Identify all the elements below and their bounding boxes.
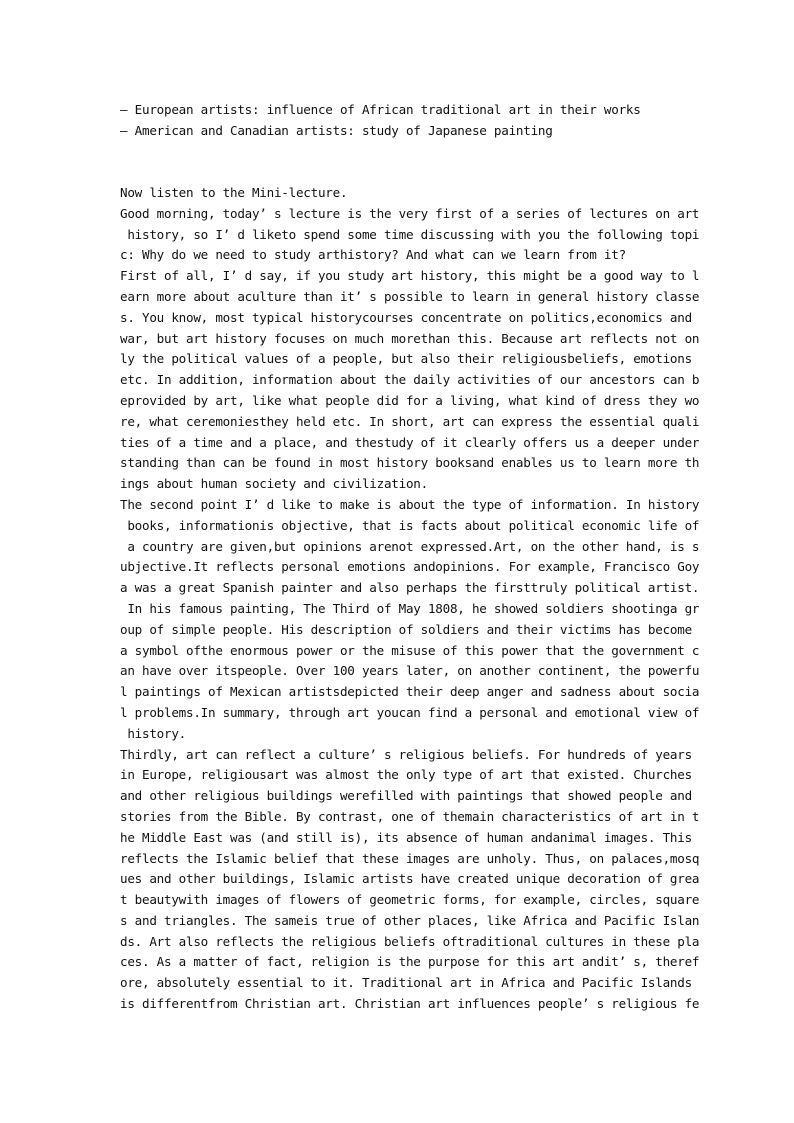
text-line: ore, absolutely essential to it. Traditional art in Africa and Pacific Islands	[120, 975, 692, 991]
text-line: history, so I’ d liketo spend some time discussing with you the following topi	[120, 226, 700, 242]
text-line: and other religious buildings werefilled with paintings that showed people and	[120, 788, 692, 804]
text-line: s. You know, most typical historycourses concentrate on politics,economics and	[120, 309, 692, 325]
text-line: s and triangles. The sameis true of other places, like Africa and Pacific Islan	[120, 912, 700, 928]
text-line: c: Why do we need to study arthistory? And what can we learn from it?	[120, 247, 626, 263]
text-line: ues and other buildings, Islamic artists have created unique decoration of grea	[120, 871, 700, 887]
text-line: a was a great Spanish painter and also perhaps the firsttruly political artist.	[120, 580, 700, 596]
mini-lecture-text	[120, 183, 700, 1015]
text-line: eprovided by art, like what people did for a living, what kind of dress they wo	[120, 392, 700, 408]
text-line: re, what ceremoniesthey held etc. In short, art can express the essential quali	[120, 413, 700, 429]
text-line: ly the political values of a people, but also their religiousbeliefs, emotions	[120, 351, 692, 367]
section-heading: Now listen to the Mini-lecture.	[120, 185, 348, 200]
text-line: earn more about aculture than it’ s possible to learn in general history classe	[120, 288, 700, 304]
intro-line-european-artists: — European artists: influence of African traditional art in their works	[120, 102, 641, 117]
text-line: he Middle East was (and still is), its absence of human andanimal images. This	[120, 829, 692, 845]
text-line: In his famous painting, The Third of May 1808, he showed soldiers shootinga gr	[120, 600, 700, 616]
text-line: books, informationis objective, that is facts about political economic life of	[120, 517, 700, 533]
text-line: ubjective.It reflects personal emotions andopinions. For example, Francisco Goy	[120, 559, 700, 575]
text-line: reflects the Islamic belief that these images are unholy. Thus, on palaces,mosq	[120, 850, 700, 866]
text-line: an have over itspeople. Over 100 years later, on another continent, the powerfu	[120, 663, 700, 679]
text-line: First of all, I’ d say, if you study art history, this might be a good way to l	[120, 268, 700, 284]
intro-list	[120, 100, 680, 142]
text-line: ces. As a matter of fact, religion is the purpose for this art andit’ s, theref	[120, 954, 700, 970]
text-line: a symbol ofthe enormous power or the misuse of this power that the government c	[120, 642, 700, 658]
text-line: war, but art history focuses on much morethan this. Because art reflects not on	[120, 330, 700, 346]
text-line: l paintings of Mexican artistsdepicted their deep anger and sadness about socia	[120, 684, 700, 700]
text-line: a country are given,but opinions arenot expressed.Art, on the other hand, is s	[120, 538, 700, 554]
text-line: l problems.In summary, through art youcan find a personal and emotional view of	[120, 704, 700, 720]
text-line: t beautywith images of flowers of geometric forms, for example, circles, square	[120, 892, 700, 908]
text-line: The second point I’ d like to make is about the type of information. In history	[120, 496, 700, 512]
text-line: is differentfrom Christian art. Christian art influences people’ s religious fe	[120, 996, 700, 1012]
text-line: ties of a time and a place, and thestudy of it clearly offers us a deeper under	[120, 434, 700, 450]
text-line: ings about human society and civilization.	[120, 476, 428, 492]
text-line: oup of simple people. His description of soldiers and their victims has become	[120, 621, 692, 637]
intro-line-american-canadian-artists: — American and Canadian artists: study of Japanese painting	[120, 122, 553, 138]
text-line: stories from the Bible. By contrast, one of themain characteristics of art in t	[120, 808, 700, 824]
text-line: standing than can be found in most history booksand enables us to learn more th	[120, 455, 700, 471]
text-line: Good morning, today’ s lecture is the very first of a series of lectures on art	[120, 205, 700, 221]
text-line: ds. Art also reflects the religious beliefs oftraditional cultures in these pla	[120, 933, 700, 949]
text-line: in Europe, religiousart was almost the only type of art that existed. Churches	[120, 767, 692, 783]
text-line: etc. In addition, information about the daily activities of our ancestors can b	[120, 372, 700, 388]
text-line: Thirdly, art can reflect a culture’ s religious beliefs. For hundreds of years	[120, 746, 692, 762]
text-line: history.	[120, 725, 186, 741]
